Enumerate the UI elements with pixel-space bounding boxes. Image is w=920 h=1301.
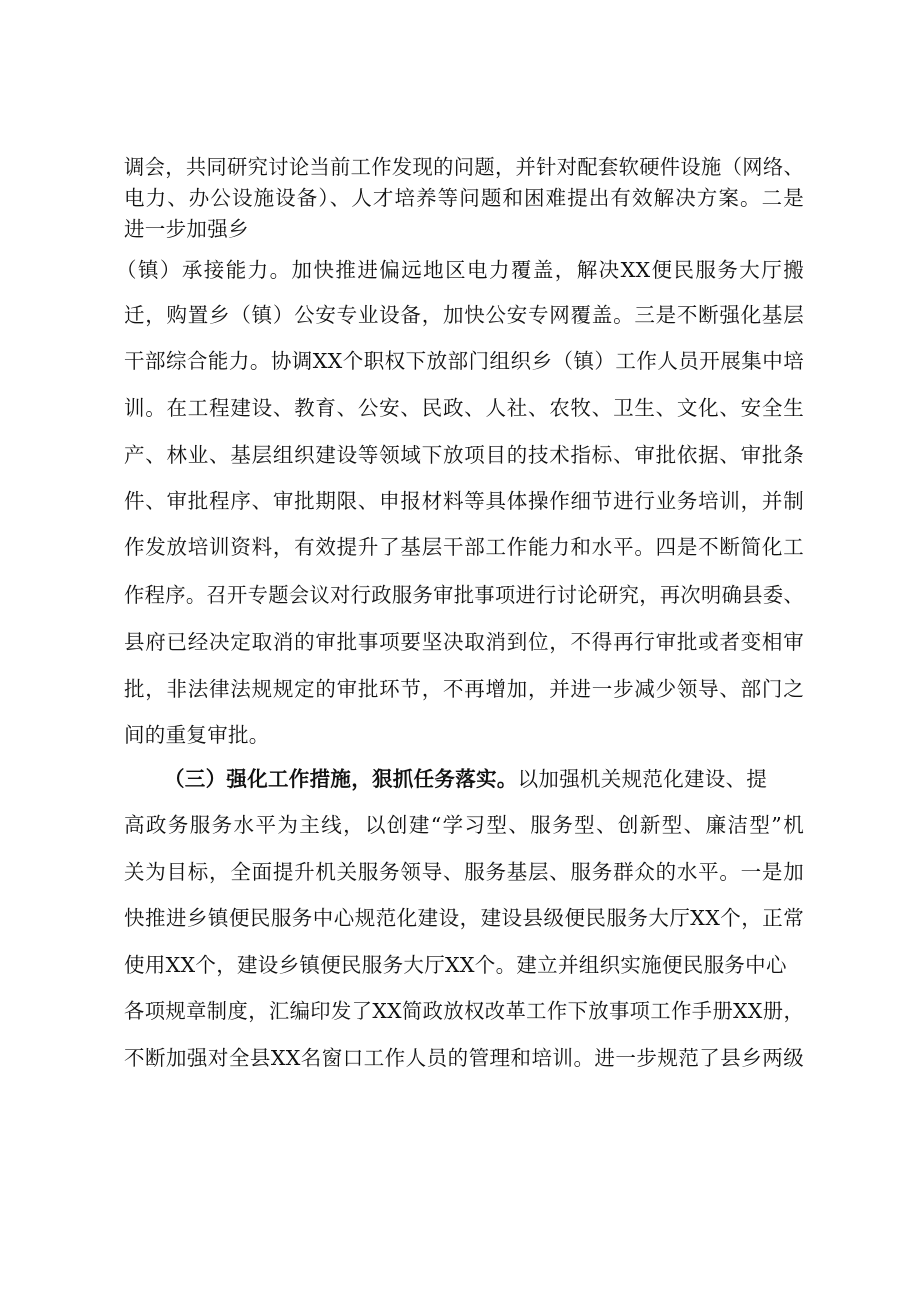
text-line: 不断加强对全县XX名窗口工作人员的管理和培训。进一步规范了县乡两级 (124, 1046, 804, 1070)
text-line: 作发放培训资料，有效提升了基层干部工作能力和水平。四是不断简化工 (124, 535, 804, 559)
text-line: 调会，共同研究讨论当前工作发现的问题，并针对配套软硬件设施（网络、 (124, 155, 804, 179)
text-line: 电力、办公设施设备）、人才培养等问题和困难提出有效解决方案。二是 (124, 186, 804, 210)
text-line: 使用XX个，建设乡镇便民服务大厅XX个。建立并组织实施便民服务中心 (124, 953, 787, 977)
text-line: 进一步加强乡 (124, 217, 249, 241)
text-line: 作程序。召开专题会议对行政服务审批事项进行讨论研究，再次明确县委、 (124, 583, 804, 607)
text-line: 间的重复审批。 (124, 723, 270, 747)
text-line: 批，非法律法规规定的审批环节，不再增加，并进一步减少领导、部门之 (124, 677, 804, 701)
text-line: 各项规章制度，汇编印发了XX简政放权改革工作下放事项工作手册XX册， (124, 999, 804, 1023)
text-line: 训。在工程建设、教育、公安、民政、人社、农牧、卫生、文化、安全生 (124, 396, 804, 420)
text-line: 县府已经决定取消的审批事项要坚决取消到位，不得再行审批或者变相审 (124, 630, 804, 654)
text-line: 关为目标，全面提升机关服务领导、服务基层、服务群众的水平。一是加 (124, 860, 804, 884)
text-line: 高政务服务水平为主线，以创建“学习型、服务型、创新型、廉洁型”机 (124, 813, 804, 837)
section-heading-line (164, 764, 804, 794)
text-line: 干部综合能力。协调XX个职权下放部门组织乡（镇）工作人员开展集中培 (124, 349, 804, 373)
text-line: 件、审批程序、审批期限、申报材料等具体操作细节进行业务培训，并制 (124, 489, 804, 513)
text-line: （镇）承接能力。加快推进偏远地区电力覆盖，解决XX便民服务大厅搬 (116, 258, 804, 282)
text-line: 产、林业、基层组织建设等领域下放项目的技术指标、审批依据、审批条 (124, 443, 804, 467)
text-segment: 以加强机关规范化建设、提 (517, 767, 768, 791)
section-heading: （三）强化工作措施，狠抓任务落实。 (164, 767, 518, 791)
text-line: 迁，购置乡（镇）公安专业设备，加快公安专网覆盖。三是不断强化基层 (124, 303, 804, 327)
text-line: 快推进乡镇便民服务中心规范化建设，建设县级便民服务大厅XX个，正常 (124, 906, 804, 930)
